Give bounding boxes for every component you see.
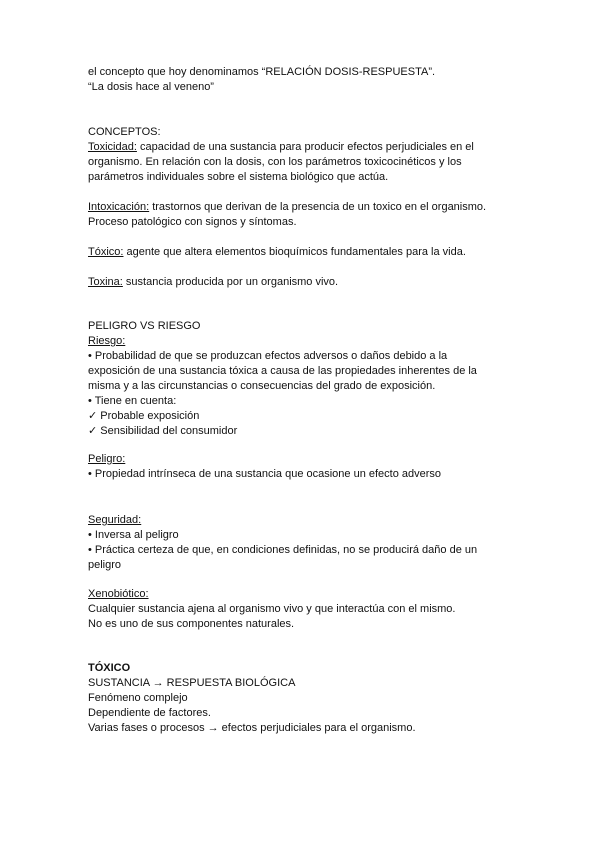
- toxico-line-1: SUSTANCIA → RESPUESTA BIOLÓGICA: [88, 677, 296, 689]
- term-riesgo: Riesgo:: [88, 335, 126, 347]
- toxico-section: [88, 661, 528, 736]
- toxico-line-4: Varias fases o procesos → efectos perjudiciales para el organismo.: [88, 722, 416, 734]
- definition-intoxicacion: [88, 200, 528, 230]
- xenobiotico-text-1: Cualquier sustancia ajena al organismo vivo y que interactúa con el mismo.: [88, 603, 456, 615]
- peligro-riesgo-section: [88, 319, 528, 439]
- toxicidad-text-3: parámetros individuales sobre el sistema biológico que actúa.: [88, 171, 389, 183]
- riesgo-check-1: ✓ Probable exposición: [88, 410, 200, 422]
- term-toxicidad: Toxicidad:: [88, 141, 137, 153]
- toxina-text: sustancia producida por un organismo vivo.: [122, 276, 339, 288]
- definition-xenobiotico: [88, 587, 528, 632]
- term-peligro: Peligro:: [88, 453, 126, 465]
- definition-toxicidad: [88, 140, 528, 185]
- term-intoxicacion: Intoxicación:: [88, 201, 150, 213]
- intro-block: [88, 65, 528, 95]
- riesgo-bullet-1: • Probabilidad de que se produzcan efectos adversos o daños debido a la: [88, 350, 448, 362]
- seguridad-bullet-2: • Práctica certeza de que, en condiciones definidas, no se producirá daño de un: [88, 544, 478, 556]
- peligro-bullet-1: • Propiedad intrínseca de una sustancia que ocasione un efecto adverso: [88, 468, 442, 480]
- term-toxina: Toxina:: [88, 276, 123, 288]
- intro-line-1: el concepto que hoy denominamos “RELACIÓN DOSIS-RESPUESTA”.: [88, 66, 436, 78]
- toxicidad-text-2: organismo. En relación con la dosis, con los parámetros toxicocinéticos y los: [88, 156, 462, 168]
- seguridad-text-3: peligro: [88, 559, 122, 571]
- conceptos-title: CONCEPTOS:: [88, 126, 161, 138]
- definition-seguridad: [88, 513, 528, 573]
- definition-toxina: [88, 275, 528, 290]
- definition-toxico: [88, 245, 528, 260]
- riesgo-text-2: exposición de una sustancia tóxica a causa de las propiedades inherentes de la: [88, 365, 477, 377]
- riesgo-check-2: ✓ Sensibilidad del consumidor: [88, 425, 238, 437]
- intro-quote: “La dosis hace al veneno”: [88, 81, 214, 93]
- toxico-heading: TÓXICO: [88, 662, 131, 674]
- term-seguridad: Seguridad:: [88, 514, 142, 526]
- toxico-line-2: Fenómeno complejo: [88, 692, 188, 704]
- intoxicacion-text-2: Proceso patológico con signos y síntomas.: [88, 216, 297, 228]
- riesgo-text-3: misma y a las circunstancias o consecuencias del grado de exposición.: [88, 380, 436, 392]
- toxico-line-3: Dependiente de factores.: [88, 707, 211, 719]
- toxicidad-text-1: capacidad de una sustancia para producir efectos perjudiciales en el: [136, 141, 474, 153]
- xenobiotico-text-2: No es uno de sus componentes naturales.: [88, 618, 295, 630]
- riesgo-bullet-2: • Tiene en cuenta:: [88, 395, 177, 407]
- conceptos-heading: [88, 125, 528, 140]
- intoxicacion-text-1: trastornos que derivan de la presencia de un toxico en el organismo.: [149, 201, 487, 213]
- term-toxico: Tóxico:: [88, 246, 124, 258]
- toxico-text: agente que altera elementos bioquímicos fundamentales para la vida.: [123, 246, 466, 258]
- peligro-riesgo-heading: PELIGRO VS RIESGO: [88, 320, 201, 332]
- term-xenobiotico: Xenobiótico:: [88, 588, 149, 600]
- seguridad-bullet-1: • Inversa al peligro: [88, 529, 179, 541]
- definition-peligro: [88, 452, 528, 482]
